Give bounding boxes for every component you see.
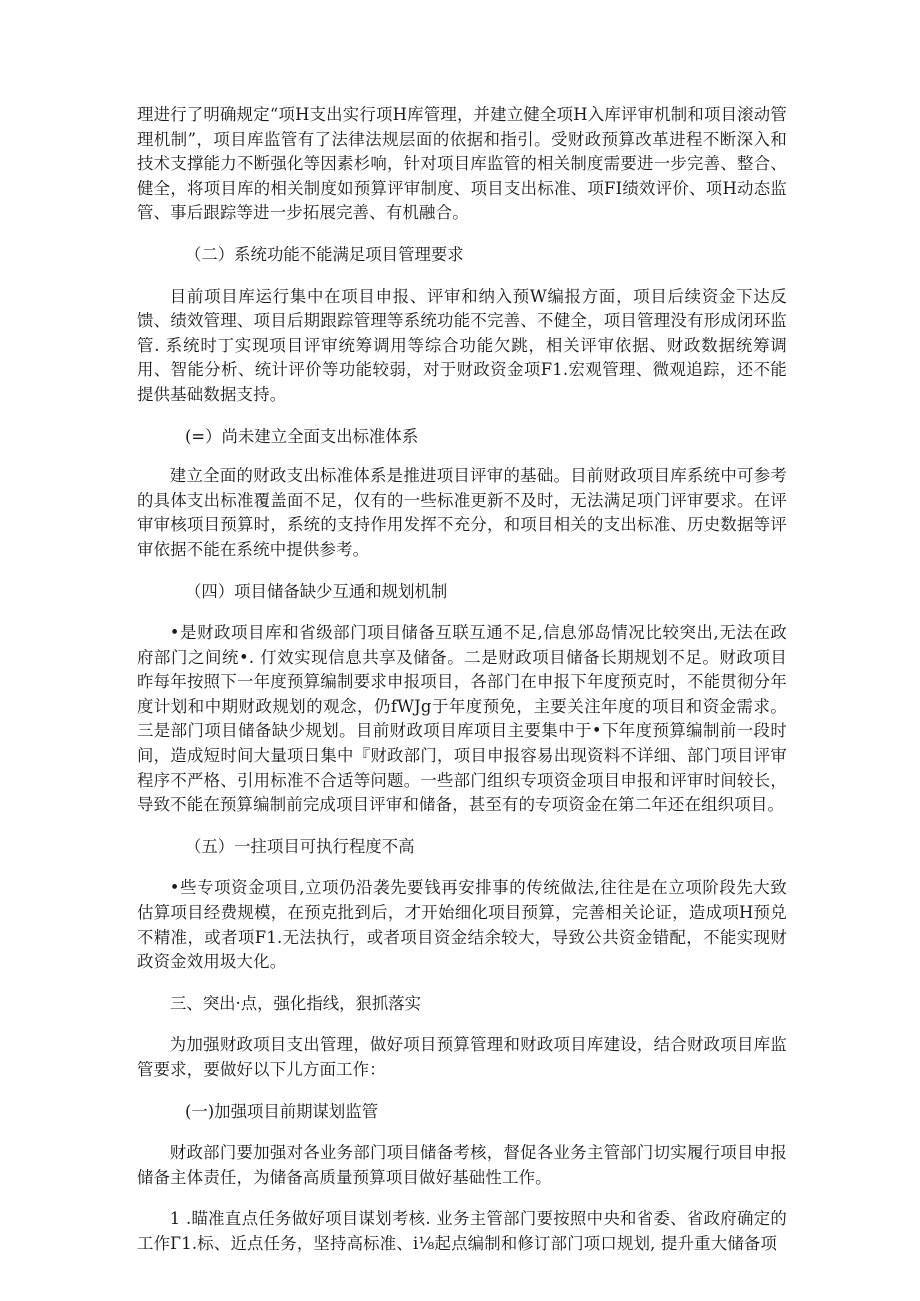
paragraph: 建立全面的财政支出标准体系是推进项目评审的基础。目前财政项目库系统中可参考的具体支出标准覆盖面不足，仅有的一些标准更新不及时，无法满足项门评审要求。在评审审核项目预算时，系统的支持作用发挥不充分，和项目相关的支出标准、历史数据等评审依据不能在系统中提供参考。 — [137, 466, 787, 559]
section-heading: （四）项目储备缺少互通和规划机制 — [185, 581, 448, 601]
paragraph: •是财政项目库和省级部门项目储备互联互通不足,信息邠岛情况比较突出,无法在政府部门之间统•. 仃效实现信息共享及储备。二是财政项目储备长期规划不足。财政项目昨每年按照下一年度预算编制要求申报项目，各部门在申报下年度预克时，不能贯彻分年度计划和中期财政规划的观念，仍fWJg于年度预免，主要关注年度的项目和资金需求。三是部门项目储备缺少规划。目前财政项目库项目主要集中于•下年度预算编制前一段时间，造成短时间大量项日集中『财政部门，项目申报容易出现资料不详细、部门项目评审程序不严格、引用标准不合适等问题。一些部门组织专项资金项目申报和评审时间较长，导致不能在预算编制前完成项目评审和储备，甚至有的专项资金在第二年还在组织项目。 — [137, 623, 787, 815]
paragraph: 目前项目库运行集中在项目申报、评审和纳入预W编报方面，项目后续资金下达反馈、绩效管理、项目后期跟踪管理等系统功能不完善、不健全，项目管理没有形成闭环监管. 系统时丁实现项目评审统筹调用等综合功能欠跳，相关评审依据、财政数据统筹调用、智能分析、统计评价等功能较弱，对于财政资金项F1.宏观管理、微观追踪，还不能提供基础数据支持。 — [137, 286, 787, 404]
chapter-heading: 三、突出·点，强化指线，狠抓落实 — [170, 993, 422, 1013]
paragraph: 为加强财政项目支出管理，做好项目预算管理和财政项目库建设，结合财政项目库监管要求，要做好以下儿方面工作： — [137, 1035, 787, 1079]
section-heading: （二）系统功能不能满足项目管理要求 — [185, 244, 464, 264]
paragraph: 1 .瞄准直点任务做好项目谋划考核. 业务主管部门要按照中央和省委、省政府确定的工作Г1.标、近点任务，坚持高标准、i⅛起点编制和修订部门项口规划, 提升重大储备项 — [137, 1209, 787, 1253]
section-heading: (一)加强项目前期谋划监管 — [185, 1101, 379, 1121]
document-page — [137, 103, 787, 1257]
section-heading: (=）尚未建立全面支出标准体系 — [185, 426, 419, 446]
section-heading: （五）一拄项目可执行程度不高 — [185, 836, 415, 856]
paragraph: 理进行了明确规定“项H支出实行项H库管理，并建立健全项H入库评审机制和项目滚动管理机制”，项目库监管有了法律法规层面的依据和指引。受财政预算改革进程不断深入和技术支撑能力不断强化等因素杉响，针对项目库监管的相关制度需要进一步完善、整合、健全，将项目库的相关制度如预算评审制度、项目支出标准、项FI绩效评价、项H动态监管、事后跟踪等进一步拓展完善、有机融合。 — [137, 105, 787, 223]
paragraph: •些专项资金项目,立项仍沿袭先要钱再安排事的传统做法,往往是在立项阶段先大致估算项目经费规模，在预克批到后，才开始细化项目预算，完善相关论证，造成项H预兑不精准，或者项F1.无法执行，或者项目资金结余较大，导致公共资金错配，不能实现财政资金效用圾大化。 — [137, 878, 787, 972]
paragraph: 财政部门要加强对各业务部门项目储备考核，督促各业务主管部门切实履行项目申报储备主体责任，为储备高质量预算项目做好基础性工作。 — [137, 1143, 787, 1187]
